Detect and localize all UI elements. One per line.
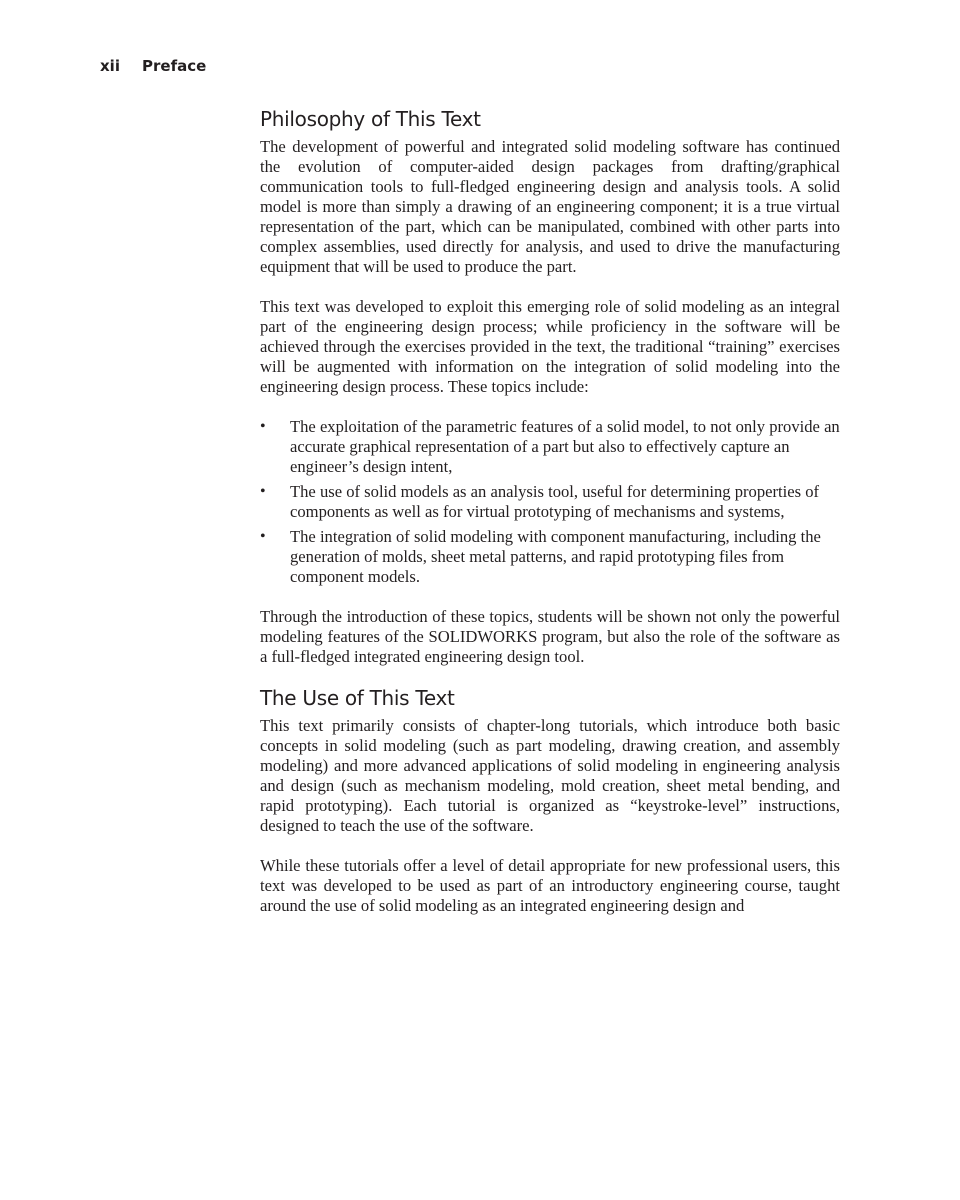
bullet-icon: • [260,483,266,500]
list-item-text: The exploitation of the parametric features of a solid model, to not only provide an accurate graphical representation of a part but also to effectively capture an engineer’s design intent, [290,417,840,476]
list-item [260,527,840,587]
running-head-title: Preface [142,57,207,75]
section-heading-use: The Use of This Text [260,686,455,710]
bullet-icon: • [260,528,266,545]
paragraph: This text primarily consists of chapter-long tutorials, which introduce both basic concepts in solid modeling (such as part modeling, drawing creation, and assembly modeling) and more advanced applications of solid modeling in engineering analysis and design (such as mechanism modeling, mold creation, sheet metal bending, and rapid prototyping). Each tutorial is organized as “keystroke-level” instructions, designed to teach the use of the software. [260,716,840,835]
topics-list [260,417,840,587]
running-head [100,56,206,76]
page-number: xii [100,57,120,75]
paragraph: This text was developed to exploit this emerging role of solid modeling as an integral part of the engineering design process; while proficiency in the software will be achieved through the exercises provided in the text, the traditional “training” exercises will be augmented with information on the integration of solid modeling into the engineering design process. These topics include: [260,297,840,396]
list-item-text: The integration of solid modeling with component manufacturing, including the generation of molds, sheet metal patterns, and rapid prototyping files from component models. [290,527,821,586]
list-item [260,482,840,522]
paragraph: While these tutorials offer a level of detail appropriate for new professional users, this text was developed to be used as part of an introductory engineering course, taught around the use of solid modeling as an integrated engineering design and [260,856,840,915]
section-heading-philosophy: Philosophy of This Text [260,107,481,131]
list-item-text: The use of solid models as an analysis tool, useful for determining properties of components as well as for virtual prototyping of mechanisms and systems, [290,482,820,521]
paragraph: Through the introduction of these topics, students will be shown not only the powerful modeling features of the SOLIDWORKS program, but also the role of the software as a full-fledged integrated engineering design tool. [260,607,840,666]
page-body [260,104,840,916]
list-item [260,417,840,477]
bullet-icon: • [260,418,266,435]
paragraph: The development of powerful and integrated solid modeling software has continued the evolution of computer-aided design packages from drafting/graphical communication tools to full-fledged engineering design and analysis tools. A solid model is more than simply a drawing of an engineering component; it is a true virtual representation of the part, which can be manipulated, combined with other parts into complex assemblies, used directly for analysis, and used to drive the manufacturing equipment that will be used to produce the part. [260,137,840,276]
